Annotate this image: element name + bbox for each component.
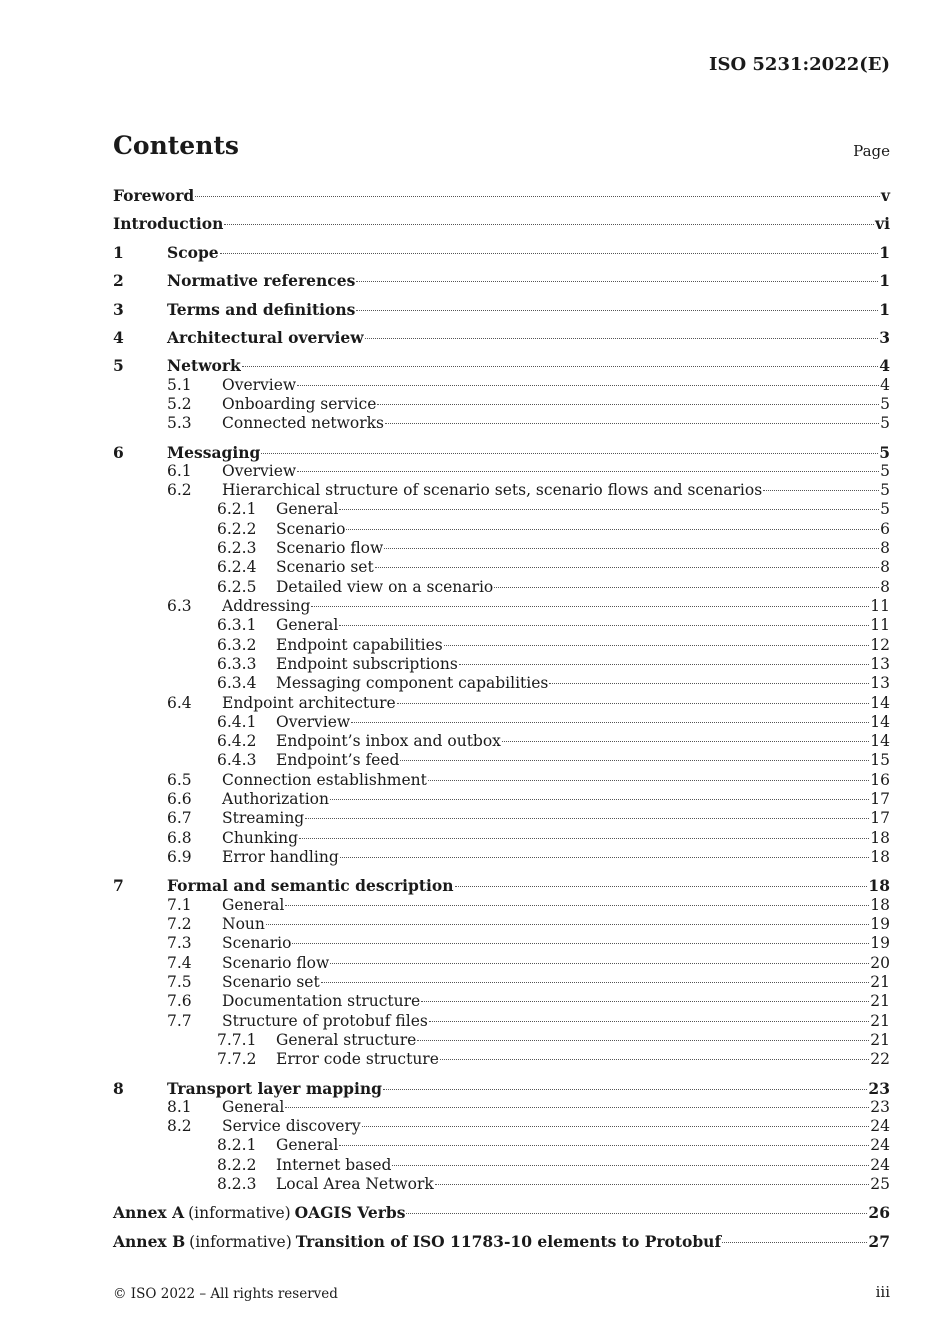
toc-entry-page: 18 bbox=[870, 848, 890, 866]
toc-entry-title: Error code structure bbox=[276, 1050, 439, 1068]
toc-entry[interactable] bbox=[113, 934, 890, 953]
toc-entry-number: 7.3 bbox=[167, 934, 192, 952]
toc-entry-number: 6.2 bbox=[167, 481, 192, 499]
toc-entry[interactable] bbox=[113, 414, 890, 433]
toc-entry[interactable] bbox=[113, 356, 890, 375]
toc-entry-title: Endpoint subscriptions bbox=[276, 655, 458, 673]
toc-entry-page: 23 bbox=[868, 1079, 890, 1098]
toc-entry-number: 6.2.2 bbox=[217, 520, 257, 538]
toc-entry-title: Connected networks bbox=[222, 414, 385, 432]
annex-label: Annex A bbox=[113, 1203, 185, 1222]
toc-entry-page: 24 bbox=[870, 1117, 890, 1135]
toc-entry[interactable] bbox=[113, 1136, 890, 1155]
toc-entry[interactable] bbox=[113, 694, 890, 713]
toc-entry-title: Onboarding service bbox=[222, 395, 377, 413]
toc-entry-page: 5 bbox=[880, 500, 890, 518]
toc-entry-page: 19 bbox=[870, 915, 890, 933]
toc-entry-number: 7.7.1 bbox=[217, 1031, 257, 1049]
dot-leader bbox=[365, 338, 879, 339]
toc-entry-number: 6.3.1 bbox=[217, 616, 257, 634]
dot-leader bbox=[305, 818, 869, 819]
toc-entry[interactable] bbox=[113, 539, 890, 558]
toc-entry-number: 7.1 bbox=[167, 896, 192, 914]
toc-entry[interactable] bbox=[113, 1098, 890, 1117]
document-id: ISO 5231:2022(E) bbox=[709, 54, 890, 75]
dot-leader bbox=[285, 905, 869, 906]
toc-entry-number: 5 bbox=[113, 356, 124, 375]
dot-leader bbox=[299, 838, 869, 839]
toc-entry-page: 21 bbox=[870, 992, 890, 1010]
toc-entry[interactable] bbox=[113, 1117, 890, 1136]
toc-entry[interactable] bbox=[113, 558, 890, 577]
toc-entry-page: 25 bbox=[870, 1175, 890, 1193]
toc-entry[interactable] bbox=[113, 616, 890, 635]
dot-leader bbox=[549, 683, 869, 684]
toc-entry-number: 2 bbox=[113, 271, 124, 290]
toc-entry-number: 4 bbox=[113, 328, 124, 347]
toc-entry-title: Network bbox=[167, 356, 241, 375]
toc-entry[interactable] bbox=[113, 636, 890, 655]
toc-entry-title: Local Area Network bbox=[276, 1175, 434, 1193]
toc-entry-number: 6.3.3 bbox=[217, 655, 257, 673]
toc-entry-title: Messaging bbox=[167, 443, 261, 462]
dot-leader bbox=[195, 196, 880, 197]
toc-entry[interactable] bbox=[113, 597, 890, 616]
toc-entry-page: 22 bbox=[870, 1050, 890, 1068]
dot-leader bbox=[400, 760, 869, 761]
toc-entry-number: 6.4.3 bbox=[217, 751, 257, 769]
toc-entry-title: Service discovery bbox=[222, 1117, 361, 1135]
dot-leader bbox=[392, 1165, 869, 1166]
toc-entry-page: 3 bbox=[879, 328, 890, 347]
toc-entry-page: 26 bbox=[868, 1203, 890, 1222]
toc-entry-page: 12 bbox=[870, 636, 890, 654]
toc-entry[interactable] bbox=[113, 1079, 890, 1098]
annex-status: (informative) bbox=[188, 1204, 291, 1222]
toc-entry-page: 17 bbox=[870, 790, 890, 808]
toc-entry-title: Overview bbox=[222, 462, 297, 480]
dot-leader bbox=[421, 1001, 869, 1002]
toc-entry-title: Scenario set bbox=[222, 973, 320, 991]
dot-leader bbox=[440, 1059, 869, 1060]
toc-entry-number: 7.4 bbox=[167, 954, 192, 972]
toc-entry[interactable] bbox=[113, 214, 890, 233]
toc-entry-number: 8.2.1 bbox=[217, 1136, 257, 1154]
toc-entry-title: Scenario flow bbox=[222, 954, 330, 972]
dot-leader bbox=[266, 924, 869, 925]
dot-leader bbox=[397, 703, 870, 704]
dot-leader bbox=[385, 423, 879, 424]
toc-entry[interactable] bbox=[113, 809, 890, 828]
toc-entry[interactable] bbox=[113, 578, 890, 597]
toc-entry[interactable] bbox=[113, 655, 890, 674]
toc-entry-number: 6.2.3 bbox=[217, 539, 257, 557]
toc-entry-page: 20 bbox=[870, 954, 890, 972]
toc-entry-number: 7.7 bbox=[167, 1012, 192, 1030]
toc-entry-page: 24 bbox=[870, 1156, 890, 1174]
toc-entry-page: 18 bbox=[868, 876, 890, 895]
toc-entry-number: 6.1 bbox=[167, 462, 192, 480]
toc-entry-title: Messaging component capabilities bbox=[276, 674, 549, 692]
toc-entry-title: Endpoint’s inbox and outbox bbox=[276, 732, 501, 750]
dot-leader bbox=[384, 548, 879, 549]
toc-entry-page: 18 bbox=[870, 829, 890, 847]
toc-entry-number: 7.2 bbox=[167, 915, 192, 933]
toc-entry-title: Transition of ISO 11783-10 elements to Protobuf bbox=[295, 1232, 722, 1251]
toc-entry-page: 14 bbox=[870, 694, 890, 712]
toc-entry-title: Endpoint capabilities bbox=[276, 636, 443, 654]
toc-entry-page: 4 bbox=[880, 376, 890, 394]
toc-entry-page: 6 bbox=[880, 520, 890, 538]
toc-entry-title: Scenario bbox=[276, 520, 346, 538]
toc-entry-page: 5 bbox=[879, 443, 890, 462]
toc-entry[interactable] bbox=[113, 481, 890, 500]
toc-entry-page: 5 bbox=[880, 481, 890, 499]
toc-entry-title: Hierarchical structure of scenario sets, scenario flows and scenarios bbox=[222, 481, 763, 499]
toc-entry-title: General bbox=[276, 500, 339, 518]
toc-entry-number: 7.6 bbox=[167, 992, 192, 1010]
toc-entry-number: 8.2.2 bbox=[217, 1156, 257, 1174]
toc-entry-title: Endpoint’s feed bbox=[276, 751, 400, 769]
dot-leader bbox=[763, 490, 879, 491]
copyright-notice: © ISO 2022 – All rights reserved bbox=[113, 1286, 338, 1302]
toc-entry-page: 16 bbox=[870, 771, 890, 789]
toc-entry[interactable] bbox=[113, 896, 890, 915]
toc-entry-number: 6.4.1 bbox=[217, 713, 257, 731]
toc-entry-number: 6.6 bbox=[167, 790, 192, 808]
dot-leader bbox=[339, 509, 879, 510]
toc-entry-number: 5.1 bbox=[167, 376, 192, 394]
toc-entry[interactable] bbox=[113, 751, 890, 770]
dot-leader bbox=[261, 453, 878, 454]
toc-entry[interactable] bbox=[113, 395, 890, 414]
dot-leader bbox=[377, 404, 879, 405]
toc-entry-title: Noun bbox=[222, 915, 265, 933]
toc-entry-page: 13 bbox=[870, 655, 890, 673]
toc-entry-page: 14 bbox=[870, 732, 890, 750]
toc-entry-number: 7.7.2 bbox=[217, 1050, 257, 1068]
toc-entry[interactable] bbox=[113, 732, 890, 751]
dot-leader bbox=[346, 529, 879, 530]
toc-entry-number: 8.2.3 bbox=[217, 1175, 257, 1193]
toc-entry[interactable] bbox=[113, 1232, 890, 1252]
toc-entry-title: General bbox=[222, 896, 285, 914]
toc-entry-page: 23 bbox=[870, 1098, 890, 1116]
toc-entry-title: Documentation structure bbox=[222, 992, 421, 1010]
toc-entry-page: vi bbox=[875, 214, 890, 233]
toc-entry-page: 4 bbox=[879, 356, 890, 375]
dot-leader bbox=[435, 1184, 870, 1185]
toc-entry-title: Overview bbox=[222, 376, 297, 394]
toc-entry[interactable] bbox=[113, 462, 890, 481]
toc-entry[interactable] bbox=[113, 954, 890, 973]
toc-entry-page: 5 bbox=[880, 462, 890, 480]
toc-entry[interactable] bbox=[113, 328, 890, 347]
toc-entry-page: 5 bbox=[880, 414, 890, 432]
toc-entry-title: Structure of protobuf files bbox=[222, 1012, 428, 1030]
toc-entry-title: Transport layer mapping bbox=[167, 1079, 382, 1098]
toc-entry-page: 17 bbox=[870, 809, 890, 827]
dot-leader bbox=[356, 281, 878, 282]
toc-entry-page: 5 bbox=[880, 395, 890, 413]
dot-leader bbox=[311, 606, 869, 607]
toc-entry[interactable] bbox=[113, 790, 890, 809]
toc-entry-number: 6.4 bbox=[167, 694, 192, 712]
toc-entry-number: 7.5 bbox=[167, 973, 192, 991]
dot-leader bbox=[297, 471, 879, 472]
toc-entry-page: 1 bbox=[879, 271, 890, 290]
toc-entry-title: Internet based bbox=[276, 1156, 392, 1174]
toc-entry-title: Scope bbox=[167, 243, 219, 262]
toc-entry-page: 27 bbox=[868, 1232, 890, 1251]
toc-entry-title: Terms and definitions bbox=[167, 300, 356, 319]
dot-leader bbox=[494, 587, 879, 588]
toc-entry-title: Connection establishment bbox=[222, 771, 427, 789]
dot-leader bbox=[292, 943, 869, 944]
toc-entry[interactable] bbox=[113, 1012, 890, 1031]
dot-leader bbox=[356, 310, 878, 311]
toc-entry-page: 14 bbox=[870, 713, 890, 731]
toc-entry[interactable] bbox=[113, 376, 890, 395]
toc-entry[interactable] bbox=[113, 915, 890, 934]
dot-leader bbox=[297, 385, 879, 386]
toc-entry-title: Formal and semantic description bbox=[167, 876, 454, 895]
toc-entry-title: Error handling bbox=[222, 848, 339, 866]
toc-entry-title: Overview bbox=[276, 713, 351, 731]
toc-entry-title: Authorization bbox=[222, 790, 329, 808]
toc-entry-number: 3 bbox=[113, 300, 124, 319]
dot-leader bbox=[459, 664, 869, 665]
toc-entry-number: 6.2.5 bbox=[217, 578, 257, 596]
toc-entry-page: 21 bbox=[870, 973, 890, 991]
dot-leader bbox=[285, 1107, 869, 1108]
dot-leader bbox=[224, 224, 874, 225]
page-column-label: Page bbox=[853, 142, 890, 160]
toc-entry-number: 6.4.2 bbox=[217, 732, 257, 750]
toc-entry-number: 6.5 bbox=[167, 771, 192, 789]
toc-entry-title: Streaming bbox=[222, 809, 305, 827]
toc-entry[interactable] bbox=[113, 1203, 890, 1223]
dot-leader bbox=[340, 857, 870, 858]
toc-entry-number: 6.3 bbox=[167, 597, 192, 615]
dot-leader bbox=[375, 567, 879, 568]
dot-leader bbox=[722, 1242, 867, 1243]
toc-entry-number: 5.2 bbox=[167, 395, 192, 413]
toc-entry[interactable] bbox=[113, 1031, 890, 1050]
toc-entry[interactable] bbox=[113, 771, 890, 790]
dot-leader bbox=[330, 963, 869, 964]
toc-entry-title: General structure bbox=[276, 1031, 417, 1049]
dot-leader bbox=[351, 722, 869, 723]
toc-entry-title: Endpoint architecture bbox=[222, 694, 396, 712]
toc-entry-title: Architectural overview bbox=[167, 328, 364, 347]
toc-entry-page: 11 bbox=[870, 616, 890, 634]
toc-entry-title: Detailed view on a scenario bbox=[276, 578, 494, 596]
toc-entry-title: OAGIS Verbs bbox=[294, 1203, 406, 1222]
toc-entry-title: General bbox=[276, 616, 339, 634]
toc-entry[interactable] bbox=[113, 1175, 890, 1194]
toc-entry[interactable] bbox=[113, 876, 890, 895]
toc-entry-page: 18 bbox=[870, 896, 890, 914]
toc-entry-page: 24 bbox=[870, 1136, 890, 1154]
toc-entry[interactable] bbox=[113, 271, 890, 290]
toc-entry-page: 15 bbox=[870, 751, 890, 769]
dot-leader bbox=[383, 1089, 867, 1090]
toc-entry[interactable] bbox=[113, 243, 890, 262]
toc-entry[interactable] bbox=[113, 973, 890, 992]
toc-entry[interactable] bbox=[113, 713, 890, 732]
toc-entry[interactable] bbox=[113, 300, 890, 319]
toc-entry-number: 6.3.4 bbox=[217, 674, 257, 692]
toc-entry[interactable] bbox=[113, 848, 890, 867]
dot-leader bbox=[455, 886, 868, 887]
toc-entry-number: 6.9 bbox=[167, 848, 192, 866]
annex-label: Annex B bbox=[113, 1232, 186, 1251]
toc-entry-number: 5.3 bbox=[167, 414, 192, 432]
annex-status: (informative) bbox=[189, 1233, 292, 1251]
dot-leader bbox=[428, 780, 869, 781]
toc-entry-title: Scenario flow bbox=[276, 539, 384, 557]
toc-entry[interactable] bbox=[113, 520, 890, 539]
toc-entry-title: Chunking bbox=[222, 829, 299, 847]
dot-leader bbox=[429, 1021, 869, 1022]
dot-leader bbox=[339, 625, 869, 626]
toc-entry-title: Introduction bbox=[113, 214, 224, 233]
dot-leader bbox=[242, 366, 878, 367]
toc-entry-number: 1 bbox=[113, 243, 124, 262]
dot-leader bbox=[339, 1145, 869, 1146]
toc-entry-title: Addressing bbox=[222, 597, 311, 615]
toc-entry-title: Normative references bbox=[167, 271, 356, 290]
toc-entry-number: 6.7 bbox=[167, 809, 192, 827]
dot-leader bbox=[220, 253, 879, 254]
dot-leader bbox=[417, 1040, 869, 1041]
toc-entry-title: Scenario set bbox=[276, 558, 374, 576]
toc-entry-number: 6.2.4 bbox=[217, 558, 257, 576]
toc-entry[interactable] bbox=[113, 1156, 890, 1175]
toc-entry-title: Scenario bbox=[222, 934, 292, 952]
toc-entry-number: 8.1 bbox=[167, 1098, 192, 1116]
page-number: iii bbox=[875, 1283, 890, 1301]
toc-entry-number: 8.2 bbox=[167, 1117, 192, 1135]
toc-entry[interactable] bbox=[113, 992, 890, 1011]
dot-leader bbox=[321, 982, 870, 983]
toc-entry-page: 1 bbox=[879, 243, 890, 262]
toc-entry[interactable] bbox=[113, 674, 890, 693]
toc-entry-page: 8 bbox=[880, 539, 890, 557]
toc-entry-page: 21 bbox=[870, 1031, 890, 1049]
toc-entry-page: 8 bbox=[880, 578, 890, 596]
toc-entry-page: 8 bbox=[880, 558, 890, 576]
dot-leader bbox=[444, 645, 870, 646]
dot-leader bbox=[502, 741, 869, 742]
toc-entry-page: 13 bbox=[870, 674, 890, 692]
toc-entry[interactable] bbox=[113, 500, 890, 519]
toc-entry-number: 7 bbox=[113, 876, 124, 895]
toc-entry-number: 6.3.2 bbox=[217, 636, 257, 654]
toc-entry[interactable] bbox=[113, 829, 890, 848]
dot-leader bbox=[362, 1126, 870, 1127]
contents-title: Contents bbox=[113, 131, 240, 160]
toc-entry-page: 11 bbox=[870, 597, 890, 615]
toc-entry-page: 19 bbox=[870, 934, 890, 952]
toc-entry-page: 21 bbox=[870, 1012, 890, 1030]
toc-entry-page: 1 bbox=[879, 300, 890, 319]
toc-entry-number: 6.8 bbox=[167, 829, 192, 847]
toc-entry-number: 6.2.1 bbox=[217, 500, 257, 518]
dot-leader bbox=[330, 799, 869, 800]
toc-entry-title: General bbox=[276, 1136, 339, 1154]
toc-entry[interactable] bbox=[113, 443, 890, 462]
toc-entry-number: 6 bbox=[113, 443, 124, 462]
toc-entry-title: Foreword bbox=[113, 186, 195, 205]
toc-entry[interactable] bbox=[113, 1050, 890, 1069]
toc-entry-number: 8 bbox=[113, 1079, 124, 1098]
dot-leader bbox=[406, 1213, 867, 1214]
toc-entry[interactable] bbox=[113, 186, 890, 205]
toc-entry-page: v bbox=[880, 186, 890, 205]
toc-entry-title: General bbox=[222, 1098, 285, 1116]
